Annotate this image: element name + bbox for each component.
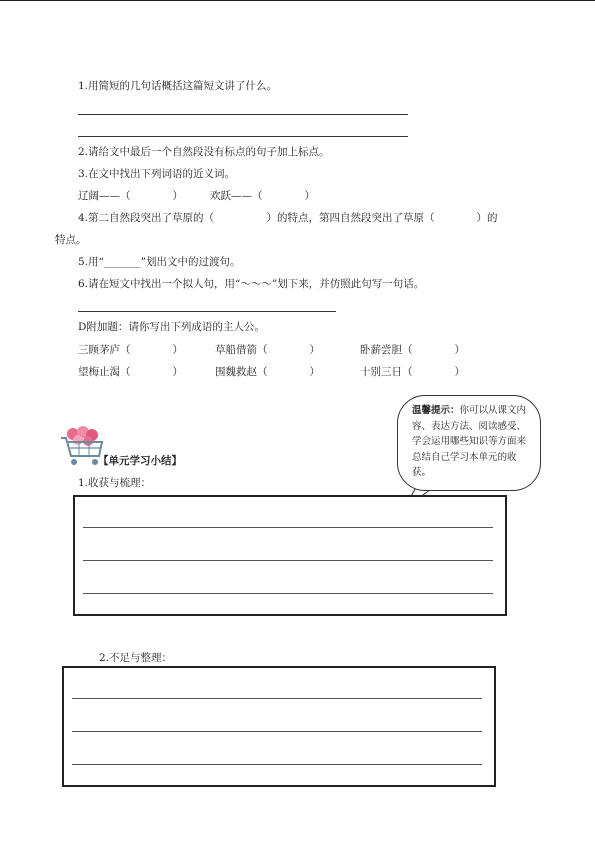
answer-box-1 [73,495,507,616]
question-6: 6.请在短文中找出一个拟人句，用“～～～”划下来，并仿照此句写一句话。 [78,278,425,290]
section-2-label: 2.不足与整理： [99,652,173,664]
tip-label: 温馨提示： [412,405,460,416]
idiom-item: 草船借箭（ ） [215,344,320,356]
synonym-item-1: 辽阔——（ ） [78,190,183,202]
question-4: 4.第二自然段突出了草原的（ ）的特点，第四自然段突出了草原（ ）的 [78,212,498,224]
answer-line [83,593,493,594]
question-5: 5.用“_______”划出文中的过渡句。 [78,256,241,268]
question-1: 1.用简短的几句话概括这篇短文讲了什么。 [78,80,278,92]
answer-line [72,764,482,765]
page-top-border [0,0,595,1]
summary-heading: 【单元学习小结】 [98,455,182,467]
question-3: 3.在文中找出下列词语的近义词。 [78,168,236,180]
bonus-title: D附加题：请你写出下列成语的主人公。 [78,321,265,333]
idiom-item: 十别三日（ ） [360,366,465,378]
answer-line [83,560,493,561]
idiom-item: 三顾茅庐（ ） [78,344,183,356]
question-4-continued: 特点。 [55,234,87,246]
section-1-label: 1.收获与梳理： [78,477,152,489]
answer-line [83,527,493,528]
answer-line [78,311,336,312]
answer-line [72,731,482,732]
idiom-item: 卧薪尝胆（ ） [360,344,465,356]
answer-line [78,114,408,115]
tip-bubble [397,395,541,491]
answer-line [72,698,482,699]
idiom-item: 围魏救赵（ ） [215,366,320,378]
tip-body: 你可以从课文内容、表达方法、阅读感受、学会运用哪些知识等方面来总结自己学习本单元的收获。 [412,405,527,478]
question-2: 2.请给文中最后一个自然段没有标点的句子加上标点。 [78,146,330,158]
idiom-item: 望梅止渴（ ） [78,366,183,378]
tip-text [412,403,532,481]
answer-line [78,136,408,137]
synonym-item-2: 欢跃——（ ） [210,190,315,202]
answer-box-2 [62,666,496,787]
